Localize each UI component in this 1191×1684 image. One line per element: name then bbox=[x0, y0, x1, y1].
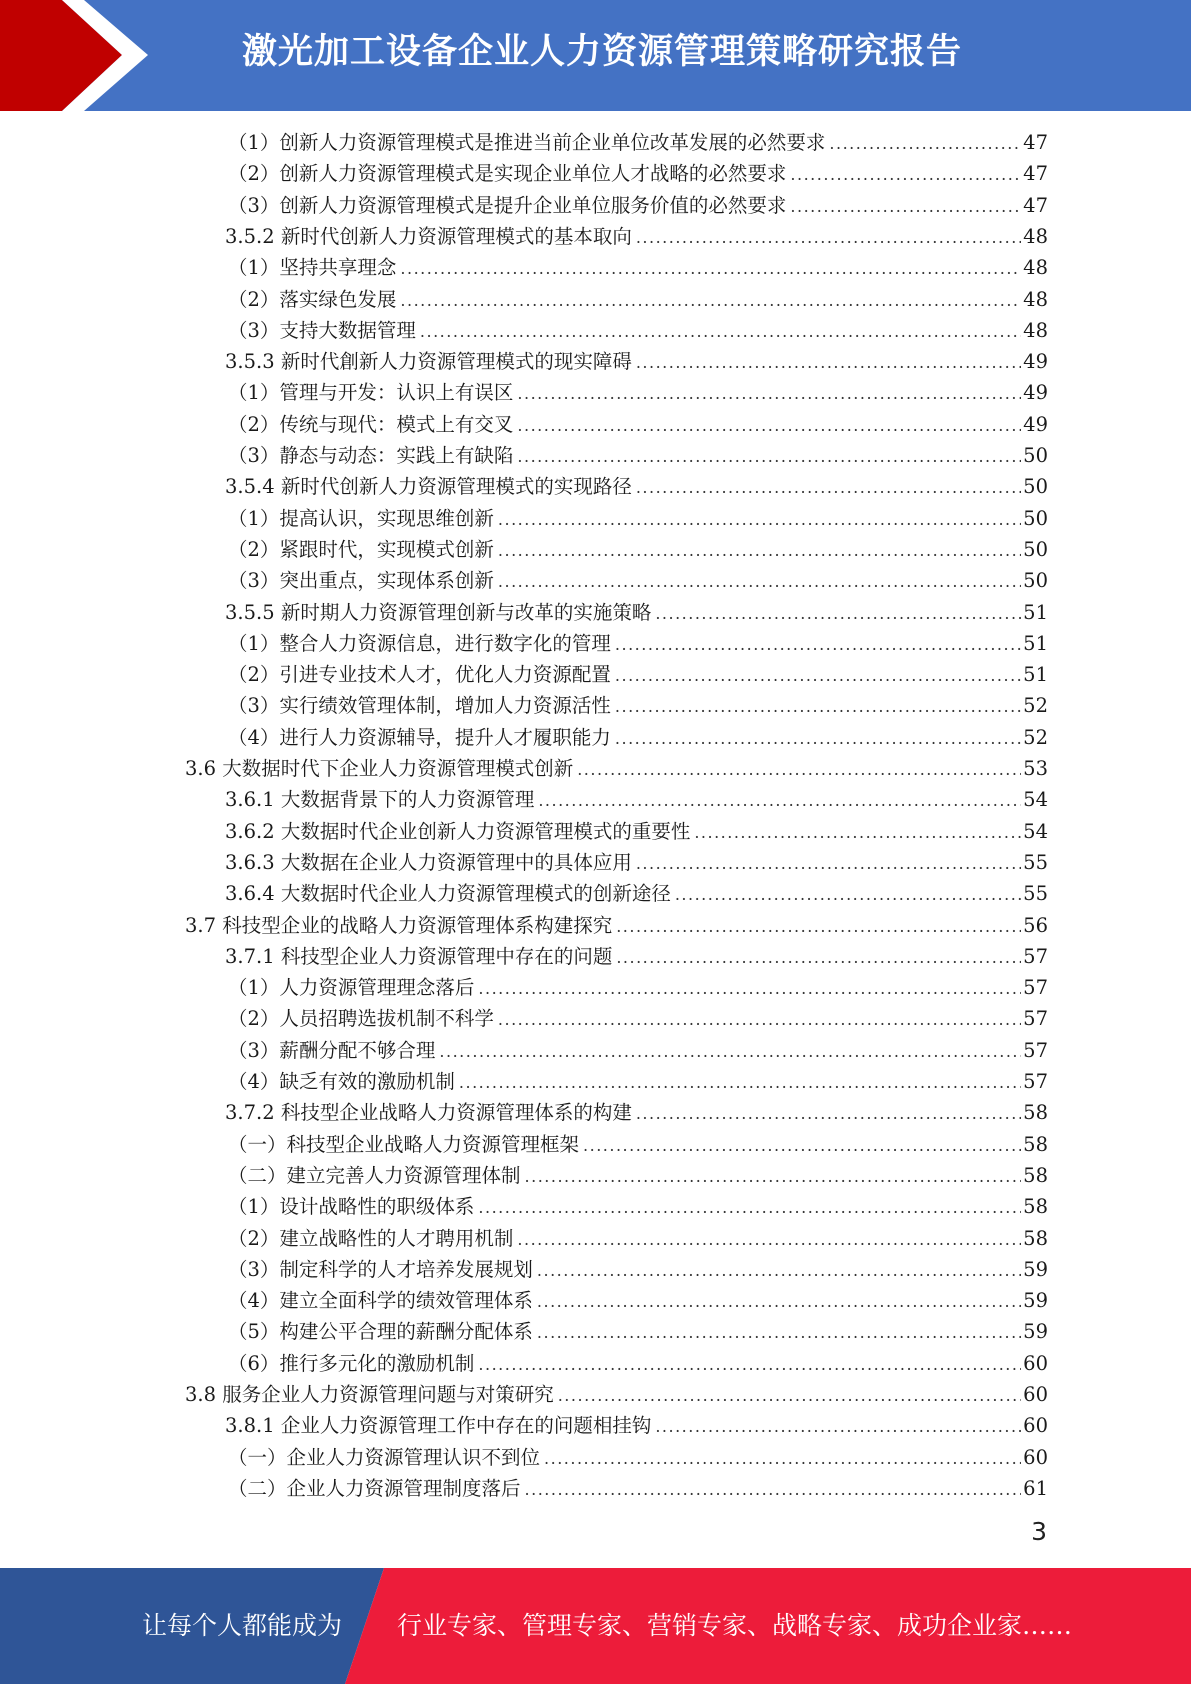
toc-entry-label: （4）进行人力资源辅导，提升人才履职能力 bbox=[228, 726, 611, 749]
toc-leader-dots bbox=[829, 128, 1021, 159]
toc-entry[interactable] bbox=[185, 1379, 1048, 1410]
toc-entry-page: 57 bbox=[1023, 1070, 1048, 1093]
toc-entry-label: 3.7 科技型企业的战略人力资源管理体系构建探究 bbox=[185, 914, 613, 937]
toc-entry-label: （3）制定科学的人才培养发展规划 bbox=[228, 1258, 533, 1281]
toc-entry-label: 3.6.4 大数据时代企业人力资源管理模式的创新途径 bbox=[225, 882, 671, 905]
toc-entry-page: 59 bbox=[1023, 1320, 1048, 1343]
toc-entry[interactable] bbox=[228, 409, 1048, 440]
toc-leader-dots bbox=[544, 1443, 1021, 1474]
toc-entry[interactable] bbox=[225, 1410, 1048, 1441]
toc-entry[interactable] bbox=[228, 1035, 1048, 1066]
toc-leader-dots bbox=[439, 1036, 1021, 1067]
toc-entry[interactable] bbox=[228, 1285, 1048, 1316]
toc-entry[interactable] bbox=[228, 659, 1048, 690]
toc-entry[interactable] bbox=[225, 784, 1048, 815]
toc-leader-dots bbox=[790, 191, 1021, 222]
toc-leader-dots bbox=[478, 973, 1021, 1004]
toc-entry-page: 57 bbox=[1023, 1039, 1048, 1062]
toc-entry-page: 49 bbox=[1023, 381, 1048, 404]
page-number: 3 bbox=[1031, 1517, 1047, 1546]
toc-entry-page: 58 bbox=[1023, 1164, 1048, 1187]
toc-entry[interactable] bbox=[225, 941, 1048, 972]
toc-entry-page: 47 bbox=[1023, 131, 1048, 154]
toc-leader-dots bbox=[400, 285, 1021, 316]
toc-entry-label: （1）创新人力资源管理模式是推进当前企业单位改革发展的必然要求 bbox=[228, 131, 826, 154]
toc-entry-label: （3）创新人力资源管理模式是提升企业单位服务价值的必然要求 bbox=[228, 194, 787, 217]
toc-entry-page: 56 bbox=[1023, 914, 1048, 937]
toc-entry[interactable] bbox=[228, 190, 1048, 221]
toc-entry-page: 53 bbox=[1023, 757, 1048, 780]
toc-entry-page: 50 bbox=[1023, 444, 1048, 467]
toc-entry-label: （3）静态与动态：实践上有缺陷 bbox=[228, 444, 514, 467]
toc-entry-page: 49 bbox=[1023, 413, 1048, 436]
toc-entry-page: 60 bbox=[1023, 1414, 1048, 1437]
toc-entry-page: 47 bbox=[1023, 162, 1048, 185]
toc-leader-dots bbox=[517, 410, 1021, 441]
toc-entry[interactable] bbox=[225, 847, 1048, 878]
toc-leader-dots bbox=[655, 1411, 1021, 1442]
toc-entry-label: 3.5.5 新时期人力资源管理创新与改革的实施策略 bbox=[225, 601, 652, 624]
toc-leader-dots bbox=[498, 1004, 1021, 1035]
toc-entry-label: （4）缺乏有效的激励机制 bbox=[228, 1070, 455, 1093]
toc-entry-page: 47 bbox=[1023, 194, 1048, 217]
toc-entry-label: （2）建立战略性的人才聘用机制 bbox=[228, 1227, 514, 1250]
toc-leader-dots bbox=[615, 691, 1021, 722]
toc-leader-dots bbox=[537, 1317, 1021, 1348]
toc-entry-page: 51 bbox=[1023, 601, 1048, 624]
toc-entry[interactable] bbox=[228, 628, 1048, 659]
toc-entry[interactable] bbox=[228, 1003, 1048, 1034]
toc-entry[interactable] bbox=[228, 284, 1048, 315]
toc-leader-dots bbox=[517, 441, 1021, 472]
toc-entry-label: （1）管理与开发：认识上有误区 bbox=[228, 381, 514, 404]
toc-leader-dots bbox=[498, 504, 1021, 535]
toc-entry-page: 48 bbox=[1023, 225, 1048, 248]
toc-entry[interactable] bbox=[228, 315, 1048, 346]
toc-leader-dots bbox=[694, 817, 1021, 848]
toc-entry-page: 57 bbox=[1023, 976, 1048, 999]
toc-entry[interactable] bbox=[225, 1097, 1048, 1128]
toc-leader-dots bbox=[577, 754, 1021, 785]
toc-leader-dots bbox=[498, 566, 1021, 597]
toc-entry[interactable] bbox=[228, 158, 1048, 189]
toc-leader-dots bbox=[636, 1098, 1021, 1129]
toc-entry-label: （3）实行绩效管理体制，增加人力资源活性 bbox=[228, 694, 611, 717]
document-title: 激光加工设备企业人力资源管理策略研究报告 bbox=[242, 32, 963, 72]
toc-entry-label: 3.7.1 科技型企业人力资源管理中存在的问题 bbox=[225, 945, 613, 968]
toc-leader-dots bbox=[655, 598, 1021, 629]
page-footer bbox=[0, 1568, 1191, 1684]
toc-entry[interactable] bbox=[228, 1223, 1048, 1254]
toc-entry-label: （3）支持大数据管理 bbox=[228, 319, 416, 342]
header-red-arrow bbox=[0, 0, 122, 111]
toc-entry-page: 48 bbox=[1023, 319, 1048, 342]
toc-entry-label: （1）提高认识，实现思维创新 bbox=[228, 507, 494, 530]
toc-entry-label: 3.6.3 大数据在企业人力资源管理中的具体应用 bbox=[225, 851, 632, 874]
toc-leader-dots bbox=[459, 1067, 1021, 1098]
toc-entry-label: 3.7.2 科技型企业战略人力资源管理体系的构建 bbox=[225, 1101, 632, 1124]
toc-entry-label: （6）推行多元化的激励机制 bbox=[228, 1352, 475, 1375]
toc-entry[interactable] bbox=[228, 1473, 1048, 1504]
toc-entry-page: 57 bbox=[1023, 945, 1048, 968]
toc-entry[interactable] bbox=[225, 878, 1048, 909]
toc-leader-dots bbox=[537, 1286, 1021, 1317]
toc-entry-label: 3.5.4 新时代创新人力资源管理模式的实现路径 bbox=[225, 475, 632, 498]
toc-entry[interactable] bbox=[228, 377, 1048, 408]
toc-leader-dots bbox=[636, 848, 1021, 879]
toc-leader-dots bbox=[525, 1161, 1022, 1192]
toc-entry[interactable] bbox=[185, 910, 1048, 941]
toc-leader-dots bbox=[675, 879, 1021, 910]
toc-leader-dots bbox=[615, 629, 1021, 660]
toc-entry-label: （1）人力资源管理理念落后 bbox=[228, 976, 475, 999]
toc-entry-label: （4）建立全面科学的绩效管理体系 bbox=[228, 1289, 533, 1312]
toc-entry-label: （2）引进专业技术人才，优化人力资源配置 bbox=[228, 663, 611, 686]
toc-entry[interactable] bbox=[228, 565, 1048, 596]
toc-entry[interactable] bbox=[225, 597, 1048, 628]
toc-leader-dots bbox=[636, 222, 1021, 253]
toc-leader-dots bbox=[537, 1255, 1021, 1286]
toc-entry[interactable] bbox=[225, 346, 1048, 377]
toc-entry-label: （2）创新人力资源管理模式是实现企业单位人才战略的必然要求 bbox=[228, 162, 787, 185]
toc-entry-label: （2）人员招聘选拔机制不科学 bbox=[228, 1007, 494, 1030]
toc-entry-page: 58 bbox=[1023, 1195, 1048, 1218]
toc-entry-page: 51 bbox=[1023, 632, 1048, 655]
toc-entry-label: （3）薪酬分配不够合理 bbox=[228, 1039, 436, 1062]
toc-entry-page: 60 bbox=[1023, 1446, 1048, 1469]
toc-leader-dots bbox=[636, 347, 1021, 378]
toc-entry-page: 48 bbox=[1023, 288, 1048, 311]
toc-leader-dots bbox=[478, 1192, 1021, 1223]
toc-entry-label: （2）紧跟时代，实现模式创新 bbox=[228, 538, 494, 561]
toc-entry-label: 3.6.2 大数据时代企业创新人力资源管理模式的重要性 bbox=[225, 820, 691, 843]
toc-entry-page: 58 bbox=[1023, 1133, 1048, 1156]
toc-entry[interactable] bbox=[225, 816, 1048, 847]
toc-entry-label: 3.6 大数据时代下企业人力资源管理模式创新 bbox=[185, 757, 574, 780]
toc-leader-dots bbox=[400, 253, 1021, 284]
toc-leader-dots bbox=[616, 942, 1021, 973]
toc-entry-page: 58 bbox=[1023, 1101, 1048, 1124]
toc-leader-dots bbox=[558, 1380, 1021, 1411]
toc-entry-page: 55 bbox=[1023, 851, 1048, 874]
toc-leader-dots bbox=[636, 472, 1021, 503]
toc-entry-label: （二）企业人力资源管理制度落后 bbox=[228, 1477, 521, 1500]
toc-entry-page: 50 bbox=[1023, 507, 1048, 530]
toc-entry-label: （2）落实绿色发展 bbox=[228, 288, 397, 311]
toc-entry[interactable] bbox=[228, 722, 1048, 753]
toc-leader-dots bbox=[615, 723, 1021, 754]
toc-entry[interactable] bbox=[228, 503, 1048, 534]
toc-leader-dots bbox=[525, 1474, 1022, 1505]
toc-entry-label: （1）坚持共享理念 bbox=[228, 256, 397, 279]
toc-entry-page: 50 bbox=[1023, 538, 1048, 561]
toc-entry-page: 51 bbox=[1023, 663, 1048, 686]
toc-entry[interactable] bbox=[225, 471, 1048, 502]
toc-entry-label: （1）整合人力资源信息，进行数字化的管理 bbox=[228, 632, 611, 655]
toc-entry-label: （2）传统与现代：模式上有交叉 bbox=[228, 413, 514, 436]
toc-leader-dots bbox=[517, 1224, 1021, 1255]
toc-entry-label: 3.8 服务企业人力资源管理问题与对策研究 bbox=[185, 1383, 554, 1406]
toc-leader-dots bbox=[420, 316, 1021, 347]
toc-entry-page: 50 bbox=[1023, 569, 1048, 592]
toc-entry[interactable] bbox=[228, 1348, 1048, 1379]
toc-entry-label: （二）建立完善人力资源管理体制 bbox=[228, 1164, 521, 1187]
toc-entry-page: 50 bbox=[1023, 475, 1048, 498]
toc-entry-label: （一）企业人力资源管理认识不到位 bbox=[228, 1446, 541, 1469]
toc-entry-label: （1）设计战略性的职级体系 bbox=[228, 1195, 475, 1218]
page-header bbox=[0, 0, 1191, 111]
toc-entry[interactable] bbox=[225, 221, 1048, 252]
toc-entry[interactable] bbox=[185, 753, 1048, 784]
toc-entry[interactable] bbox=[228, 252, 1048, 283]
toc-entry[interactable] bbox=[228, 1129, 1048, 1160]
toc-entry-page: 61 bbox=[1023, 1477, 1048, 1500]
toc-entry-page: 58 bbox=[1023, 1227, 1048, 1250]
toc-entry[interactable] bbox=[228, 440, 1048, 471]
toc-entry-label: 3.5.2 新时代创新人力资源管理模式的基本取向 bbox=[225, 225, 632, 248]
toc-leader-dots bbox=[517, 378, 1021, 409]
toc-entry-label: （5）构建公平合理的薪酬分配体系 bbox=[228, 1320, 533, 1343]
toc-entry[interactable] bbox=[228, 1160, 1048, 1191]
toc-entry[interactable] bbox=[228, 534, 1048, 565]
footer-slogan-right: 行业专家、管理专家、营销专家、战略专家、成功企业家…… bbox=[397, 1611, 1073, 1640]
toc-entry-label: （3）突出重点，实现体系创新 bbox=[228, 569, 494, 592]
toc-entry-page: 60 bbox=[1023, 1352, 1048, 1375]
toc-entry[interactable] bbox=[228, 1066, 1048, 1097]
toc-entry[interactable] bbox=[228, 127, 1048, 158]
toc-entry-label: 3.8.1 企业人力资源管理工作中存在的问题相挂钩 bbox=[225, 1414, 652, 1437]
toc-leader-dots bbox=[538, 785, 1021, 816]
toc-entry-page: 52 bbox=[1023, 694, 1048, 717]
footer-slogan-left: 让每个人都能成为 bbox=[142, 1611, 343, 1640]
toc-entry[interactable] bbox=[228, 1254, 1048, 1285]
toc-entry[interactable] bbox=[228, 1442, 1048, 1473]
toc-entry-page: 55 bbox=[1023, 882, 1048, 905]
toc-entry-page: 57 bbox=[1023, 1007, 1048, 1030]
toc-entry-page: 54 bbox=[1023, 820, 1048, 843]
toc-leader-dots bbox=[615, 660, 1021, 691]
toc-leader-dots bbox=[583, 1130, 1021, 1161]
toc-leader-dots bbox=[790, 159, 1021, 190]
toc-entry[interactable] bbox=[228, 690, 1048, 721]
toc-entry-page: 48 bbox=[1023, 256, 1048, 279]
toc-entry-page: 52 bbox=[1023, 726, 1048, 749]
toc-leader-dots bbox=[616, 911, 1021, 942]
toc-entry-page: 49 bbox=[1023, 350, 1048, 373]
toc-entry-label: 3.5.3 新时代創新人力资源管理模式的现实障碍 bbox=[225, 350, 632, 373]
toc-entry[interactable] bbox=[228, 972, 1048, 1003]
toc-entry-label: 3.6.1 大数据背景下的人力资源管理 bbox=[225, 788, 535, 811]
toc-entry-page: 59 bbox=[1023, 1289, 1048, 1312]
toc-entry-page: 59 bbox=[1023, 1258, 1048, 1281]
toc-leader-dots bbox=[478, 1349, 1021, 1380]
toc-entry[interactable] bbox=[228, 1316, 1048, 1347]
toc-entry[interactable] bbox=[228, 1191, 1048, 1222]
toc-leader-dots bbox=[498, 535, 1021, 566]
toc-entry-label: （一）科技型企业战略人力资源管理框架 bbox=[228, 1133, 580, 1156]
toc-entry-page: 54 bbox=[1023, 788, 1048, 811]
toc-entry-page: 60 bbox=[1023, 1383, 1048, 1406]
